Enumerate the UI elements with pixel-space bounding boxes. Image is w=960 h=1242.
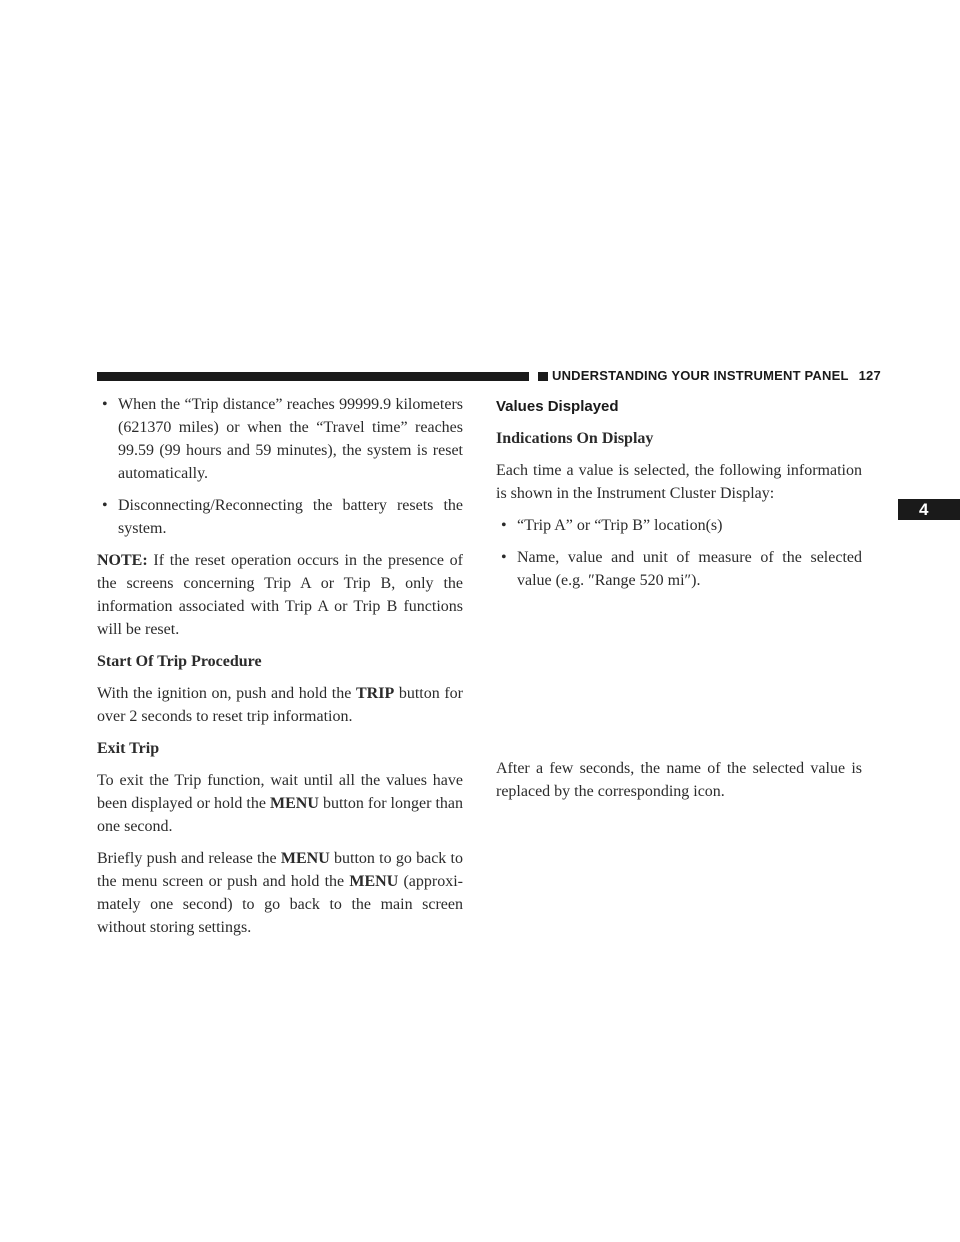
- bullet-icon: •: [102, 497, 108, 514]
- header-rule-end: [538, 372, 548, 381]
- exit-trip-paragraph-1: To exit the Trip function, wait until all the values have been displayed or hold the MENU button for longer than one second.: [97, 772, 464, 835]
- page-number: 127: [858, 368, 881, 383]
- indications-heading: Indications On Display: [496, 430, 654, 447]
- exit-trip-heading: Exit Trip: [97, 740, 160, 757]
- after-paragraph: After a few seconds, the name of the selected value is replaced by the corresponding icon.: [496, 760, 862, 800]
- exit-trip-paragraph-2: Briefly push and release the MENU button to go back to the menu screen or push and hold the MENU (approxi-mately one second) to go back to the main screen without storing settings.: [97, 850, 463, 936]
- note-label: NOTE:: [97, 552, 148, 569]
- header-rule: [97, 372, 529, 381]
- note-paragraph: NOTE: If the reset operation occurs in the presence of the screens concerning Trip A or Trip B, only the information associated with Trip A or Trip B functions will be reset.: [97, 552, 463, 638]
- running-header: [552, 368, 881, 383]
- start-of-trip-heading: Start Of Trip Procedure: [97, 653, 262, 670]
- header-title: UNDERSTANDING YOUR INSTRUMENT PANEL: [552, 368, 849, 383]
- left-column: [97, 393, 463, 948]
- list-item: • “Trip A” or “Trip B” location(s): [496, 514, 862, 537]
- indications-intro: Each time a value is selected, the following information is shown in the Instrument Cluster Display:: [496, 462, 862, 502]
- list-item: • Name, value and unit of measure of the selected value (e.g. ″Range 520 mi″).: [496, 546, 862, 592]
- values-displayed-heading: Values Displayed: [496, 398, 619, 415]
- bullet-icon: •: [102, 396, 108, 413]
- list-item: • Disconnecting/Reconnecting the battery resets the system.: [97, 494, 463, 540]
- start-of-trip-paragraph: With the ignition on, push and hold the TRIP button for over 2 seconds to reset trip information.: [97, 685, 464, 725]
- chapter-tab: 4: [898, 499, 960, 520]
- bullet-icon: •: [501, 549, 507, 566]
- bullet-icon: •: [501, 517, 507, 534]
- figure-space: [496, 601, 862, 757]
- list-item: • When the “Trip distance” reaches 99999.9 kilometers (621370 miles) or when the “Travel time” reaches 99.59 (99 hours and 59 minutes), the system is reset automatically.: [97, 393, 463, 485]
- right-column: [496, 393, 862, 812]
